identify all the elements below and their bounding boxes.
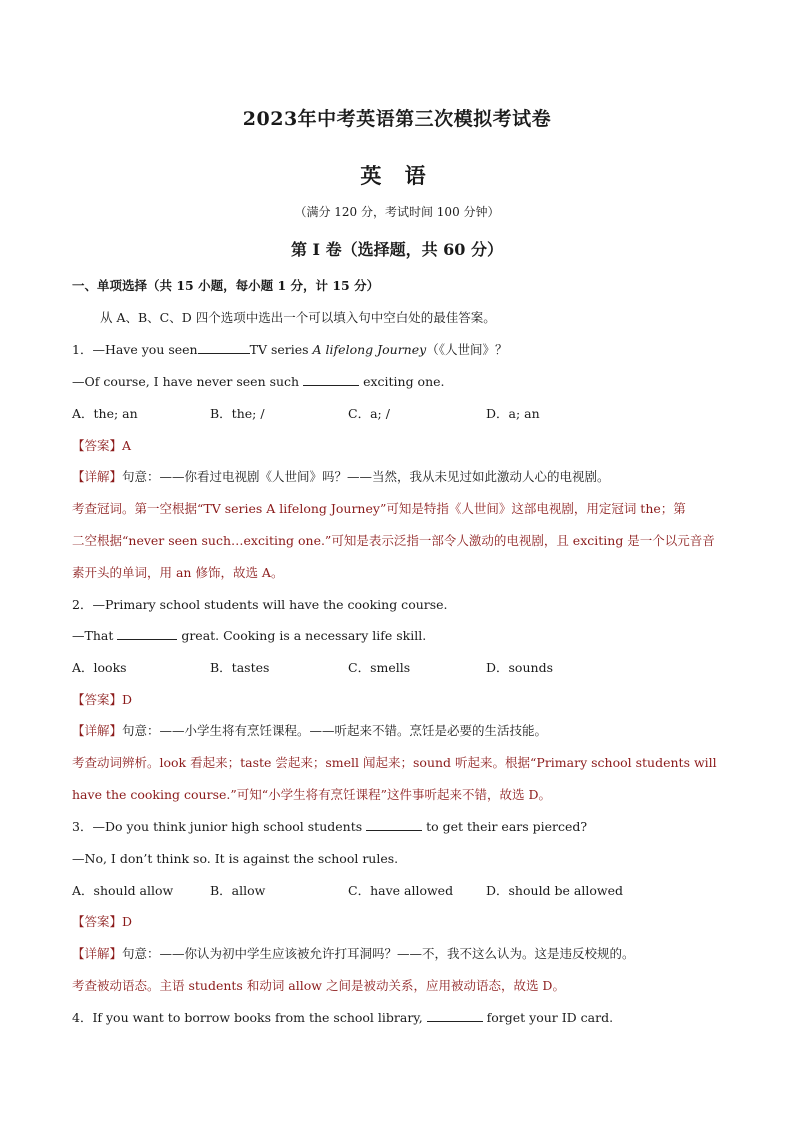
subject-heading: 英 语: [360, 163, 434, 188]
q3-line2: —No, I don’t think so. It is against the school rules.: [72, 851, 399, 866]
q1-option-a: A．the; an: [72, 406, 138, 421]
q2-detail: [72, 722, 547, 740]
q2-text-a: —That: [72, 628, 118, 643]
q3-option-b: B．allow: [210, 883, 266, 898]
q1-blank1: [198, 341, 250, 354]
exam-title: 2023年中考英语第三次模拟考试卷: [242, 108, 552, 130]
q3-text-a: 3．—Do you think junior high school students: [72, 819, 367, 834]
q2-explanation-2: have the cooking course.”可知“小学生将有烹饪课程”这件事听起来不错，故选 D。: [72, 787, 552, 802]
q2-blank: [117, 627, 177, 640]
q1-detail-label: 【详解】: [72, 469, 123, 484]
q4-blank: [427, 1009, 483, 1022]
section-instruction: 从 A、B、C、D 四个选项中选出一个可以填入句中空白处的最佳答案。: [100, 310, 496, 325]
q3-answer: 【答案】D: [72, 914, 133, 929]
q1-option-b: B．the; /: [210, 406, 265, 421]
q4-text-a: 4．If you want to borrow books from the school library,: [72, 1010, 427, 1025]
q1-explanation-3: 素开头的单词，用 an 修饰，故选 A。: [72, 565, 284, 580]
q3-option-a: A．should allow: [72, 883, 174, 898]
q1-explanation-1: 考查冠词。第一空根据“TV series A lifelong Journey”可知是特指《人世间》这部电视剧，用定冠词 the；第: [72, 501, 686, 516]
q3-line1: [72, 818, 587, 836]
q1-line2: [72, 373, 445, 391]
q1-detail-text: 句意：——你看过电视剧《人世间》吗？——当然，我从未见过如此激动人心的电视剧。: [122, 469, 610, 484]
q1-text-f: exciting one.: [359, 374, 445, 389]
q2-explanation-1: 考查动词辨析。look 看起来；taste 尝起来；smell 闻起来；sound 听起来。根据“Primary school students will: [72, 755, 717, 770]
q2-text-b: great. Cooking is a necessary life skill.: [177, 628, 427, 643]
part-heading: 第 I 卷（选择题，共 60 分）: [290, 240, 504, 259]
q4-line1: [72, 1009, 613, 1027]
q3-detail-label: 【详解】: [72, 946, 123, 961]
q3-text-b: to get their ears pierced?: [422, 819, 588, 834]
q3-detail: [72, 945, 635, 963]
q1-explanation-2: 二空根据“never seen such…exciting one.”可知是表示泛指一部令人激动的电视剧，且 exciting 是一个以元音音: [72, 533, 715, 548]
q2-option-d: D．sounds: [486, 660, 553, 675]
q3-option-c: C．have allowed: [348, 883, 454, 898]
q2-detail-text: 句意：——小学生将有烹饪课程。——听起来不错。烹饪是必要的生活技能。: [122, 723, 548, 738]
q1-text-e: —Of course, I have never seen such: [72, 374, 304, 389]
q3-blank: [366, 818, 422, 831]
q2-option-a: A．looks: [72, 660, 127, 675]
q3-option-d: D．should be allowed: [486, 883, 623, 898]
q1-answer: 【答案】A: [72, 438, 132, 453]
q2-answer: 【答案】D: [72, 692, 133, 707]
q2-line2: [72, 627, 426, 645]
q1-line1: [72, 341, 507, 359]
q1-text-c: A lifelong Journey: [312, 342, 427, 357]
q1-option-d: D．a; an: [486, 406, 540, 421]
exam-note: （满分 120 分，考试时间 100 分钟）: [294, 205, 500, 219]
q1-text-d: （《人世间》？: [426, 342, 508, 357]
q1-detail: [72, 468, 610, 486]
q2-option-c: C．smells: [348, 660, 411, 675]
q1-text-b: TV series: [249, 342, 313, 357]
q1-text-a: 1．—Have you seen: [72, 342, 198, 357]
q3-detail-text: 句意：——你认为初中学生应该被允许打耳洞吗？——不，我不这么认为。这是违反校规的。: [122, 946, 635, 961]
q1-option-c: C．a; /: [348, 406, 390, 421]
q2-option-b: B．tastes: [210, 660, 270, 675]
q4-text-b: forget your ID card.: [482, 1010, 614, 1025]
q2-line1: 2．—Primary school students will have the cooking course.: [72, 597, 448, 612]
section-heading: 一、单项选择（共 15 小题，每小题 1 分，计 15 分）: [72, 278, 380, 293]
q2-detail-label: 【详解】: [72, 723, 123, 738]
q1-blank2: [303, 373, 359, 386]
q3-explanation-1: 考查被动语态。主语 students 和动词 allow 之间是被动关系，应用被动语态，故选 D。: [72, 978, 565, 993]
